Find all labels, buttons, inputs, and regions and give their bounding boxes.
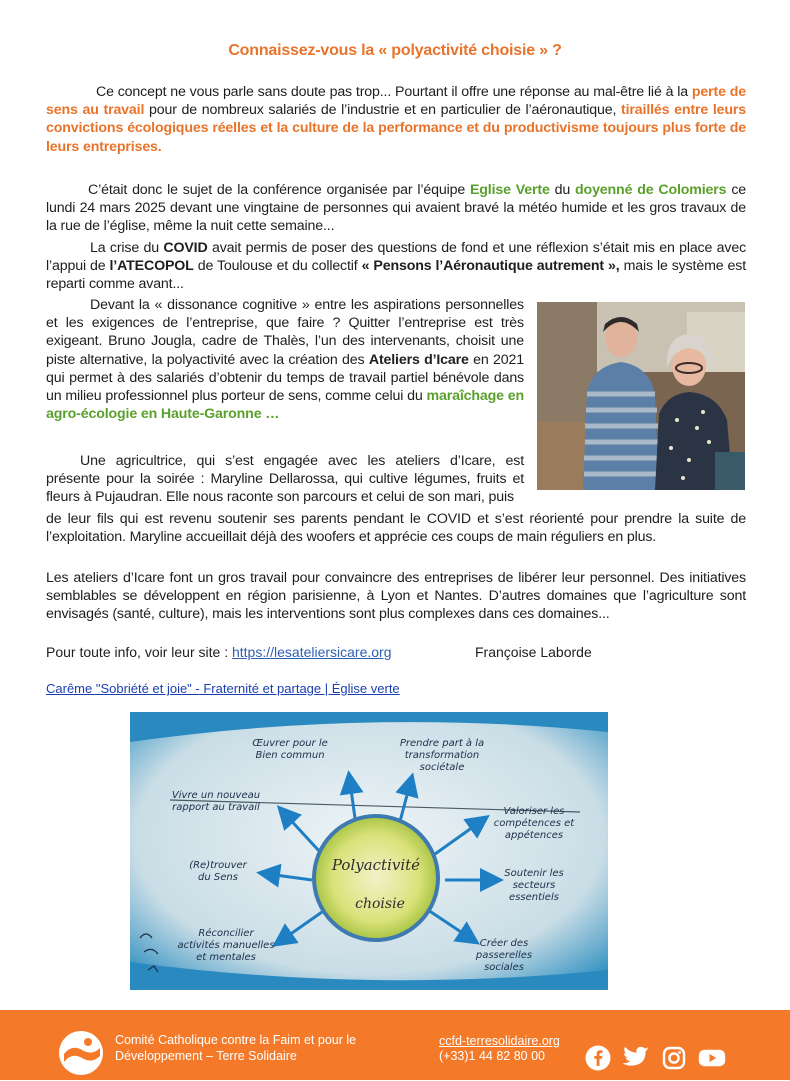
author-signature: Françoise Laborde [475,644,592,660]
highlight-tiraillés: tiraillés entre leurs convictions écologiques réelles et la culture de la performance et du productivisme toujours plus forte de leurs entreprises. [46,102,746,155]
highlight-eglise-verte: Eglise Verte [469,182,550,198]
slide-item-5-l1: (Re)trouver [189,860,247,871]
slide-graphic [130,712,608,990]
instagram-icon[interactable] [660,1044,688,1072]
slide-item-7-l2: activités manuelles [177,940,275,951]
twitter-icon[interactable] [622,1044,650,1072]
highlight-perte-de-sens: perte de sens au travail [46,84,746,119]
youtube-icon[interactable] [698,1044,726,1072]
slide-item-2-l1: Prendre part à la [399,738,485,749]
paragraph-dissonance: Devant la « dissonance cognitive » entre les aspirations personnelles et les exigences de l’entreprise, que faire ? Quitter l’entreprise est très exigeant. Bruno Jougla, cadre de Thalès, l’un des intervenants, choisit une piste alternative, la polyactivité avec la création des Ateliers d’Icare en 2021 qui permet à des salariés d’obtenir du temps de travail partiel bénévole dans un milieu professionnel plus porteur de sens, comme celui du maraîchage en agro-écologie en Haute-Garonne … [46,297,524,423]
slide-item-2-l3: sociétale [419,762,465,773]
slide-item-8-l3: sociales [484,962,524,973]
footer-social-icons [584,1044,726,1072]
slide-item-2-l2: transformation [404,750,480,761]
paragraph-conference: C’était donc le sujet de la conférence organisée par l’équipe Eglise Verte du doyenné de Colomiers ce lundi 24 mars 2025 devant une vingtaine de personnes qui avaient bravé la météo humide et les gros travaux de la rue de l’église, même la nuit cette semaine... [46,182,747,235]
slide-item-7-l1: Réconcilier [198,928,254,939]
paragraph-agricultrice: Une agricultrice, qui s’est engagée avec les ateliers d’Icare, est présente pour la soirée : Maryline Dellarossa, qui cultive légumes, fruits et fleurs à Pujaudran. Elle nous raconte son parcours et celui de son mari, puis [46,453,524,506]
polyactivite-slide [130,712,608,990]
slide-item-3-l2: rapport au travail [172,802,260,813]
highlight-maraichage: maraîchage en agro-écologie en Haute-Garonne … [46,388,524,423]
careme-link[interactable]: Carême "Sobriété et joie" - Fraternité et partage | Église verte [46,681,400,696]
slide-item-8-l2: passerelles [475,950,533,961]
slide-item-1-l2: Bien commun [255,750,325,761]
slide-item-4-l1: Valoriser les [503,806,565,817]
slide-item-5-l2: du Sens [198,872,238,883]
info-label: Pour toute info, voir leur site : [46,644,232,660]
ccfd-logo-icon [58,1030,104,1076]
slide-item-4-l3: appétences [504,830,564,841]
footer-site-link[interactable]: ccfd-terresolidaire.org [439,1034,560,1048]
paragraph-agricultrice-cont: de leur fils qui est revenu soutenir ses parents pendant le COVID et s’est réorienté pour prendre la suite de l’exploitation. Maryline accueillait déjà des woofers et apprécie ces coups de main réguliers en plus. [46,511,746,546]
photo-speakers [537,302,745,490]
slide-center-line2: choisie [355,896,405,912]
article-title: Connaissez-vous la « polyactivité choisie » ? [228,42,562,59]
slide-item-6-l3: essentiels [509,892,559,903]
footer-org-name: Comité Catholique contre la Faim et pour le Développement – Terre Solidaire [115,1033,357,1063]
paragraph-intro: Ce concept ne vous parle sans doute pas trop... Pourtant il offre une réponse au mal-être lié à la perte de sens au travail pour de nombreux salariés de l’industrie et en particulier de l’aéronautique, tiraillés entre leurs convictions écologiques réelles et la culture de la performance et du productivisme toujours plus forte de leurs entreprises. [46,84,746,155]
paragraph-covid: La crise du COVID avait permis de poser des questions de fond et une réflexion s’était mis en place avec l’appui de l’ATECOPOL de Toulouse et du collectif « Pensons l’Aéronautique autrement », mais le système est reparti comme avant... [46,240,747,293]
slide-item-4-l2: compétences et [493,818,575,829]
slide-item-6-l1: Soutenir les [504,868,564,879]
photo-illustration [537,302,745,490]
slide-item-1-l1: Œuvrer pour le [252,738,328,749]
icare-site-link[interactable]: https://lesateliersicare.org [231,644,392,660]
slide-item-3-l1: Vivre un nouveau [171,790,261,801]
paragraph-initiatives: Les ateliers d’Icare font un gros travail pour convaincre des entreprises de libérer leur personnel. Des initiatives semblables se développent en région parisienne, à Lyon et Nantes. D’autres domaines que l’agriculture sont envisagés (santé, culture), mais les interventions sont plus complexes dans ces domaines... [46,570,746,623]
slide-item-8-l1: Créer des [479,938,529,949]
info-row [46,644,392,660]
slide-center-line1: Polyactivité [331,856,421,874]
slide-item-6-l2: secteurs [512,880,556,891]
footer-contact [439,1034,560,1064]
footer-phone: (+33)1 44 82 80 00 [439,1049,545,1063]
footer [0,1010,790,1080]
highlight-doyenne: doyenné de Colomiers [575,182,727,198]
slide-item-7-l3: et mentales [196,952,256,963]
facebook-icon[interactable] [584,1044,612,1072]
